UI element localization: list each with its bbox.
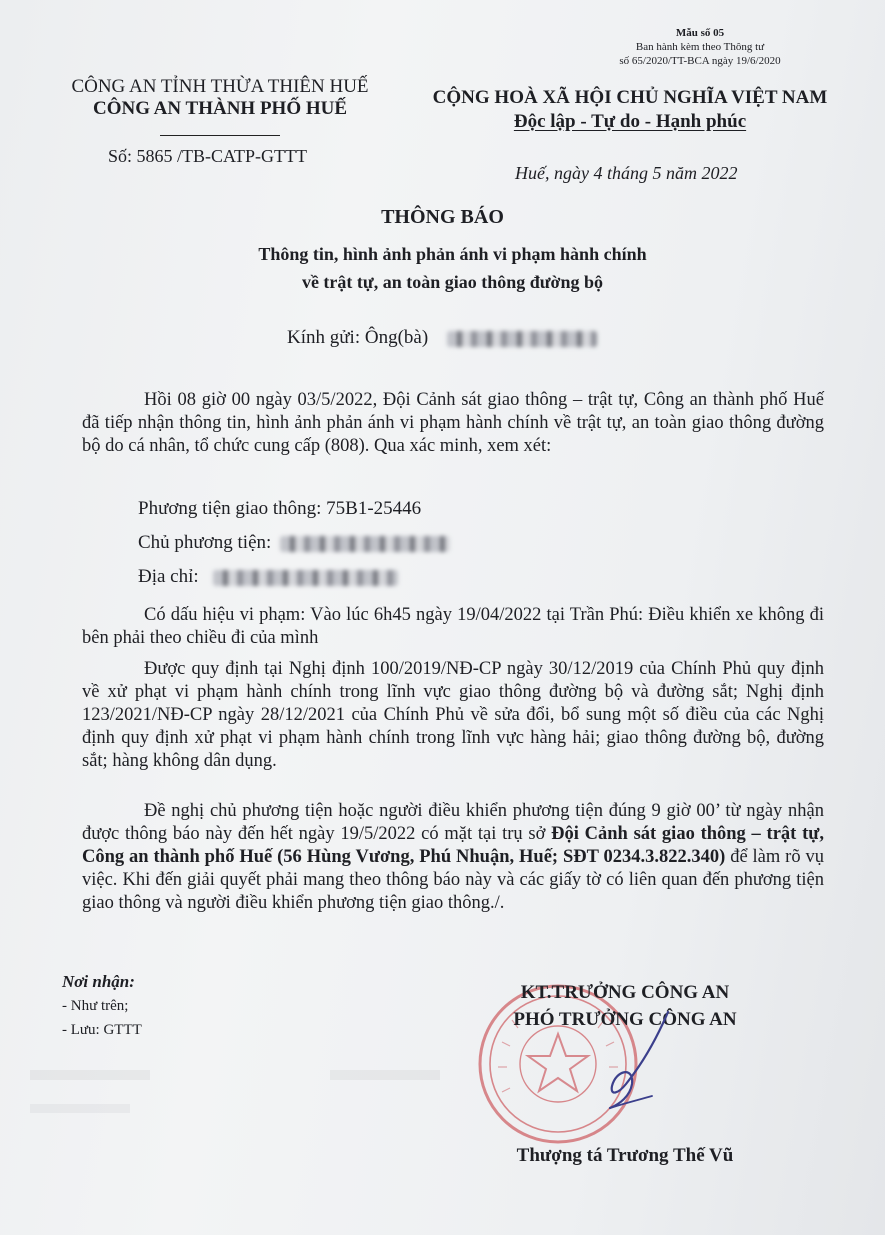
recipient-item-2: - Lưu: GTTT xyxy=(62,1022,142,1038)
recipient-item-1: - Như trên; xyxy=(62,998,129,1014)
document-subtitle-line2: về trật tự, an toàn giao thông đường bộ xyxy=(301,272,604,292)
redacted-address xyxy=(213,570,398,586)
vehicle-line: Phương tiện giao thông: 75B1-25446 xyxy=(138,498,422,519)
redacted-owner-name xyxy=(280,536,450,552)
form-number-line2: Ban hành kèm theo Thông tư xyxy=(635,41,765,53)
paragraph-intro: Hồi 08 giờ 00 ngày 03/5/2022, Đội Cảnh sát giao thông – trật tự, Công an thành phố Huế đã tiếp nhận thông tin, hình ảnh phản ánh vi phạm hành chính về trật tự, an toàn giao thông đường bộ do cá nhân, tổ chức cung cấp (808). Qua xác minh, xem xét: xyxy=(82,390,824,456)
address-label: Địa chỉ: xyxy=(138,566,199,587)
address-line xyxy=(138,566,398,588)
date-place: Huế, ngày 4 tháng 5 năm 2022 xyxy=(515,163,738,183)
paragraph-violation: Có dấu hiệu vi phạm: Vào lúc 6h45 ngày 19/04/2022 tại Trần Phú: Điều khiển xe không đi bên phải theo chiều đi của mình xyxy=(82,605,824,648)
request-office: Đội Cảnh sát giao thông – trật tự, Công an thành phố Huế (56 Hùng Vương, Phú Nhuận, Huế; SĐT 0234.3.822.340) xyxy=(82,824,824,867)
request-part1: Đề nghị chủ phương tiện hoặc người điều khiển phương tiện đúng 9 giờ 00’ từ ngày nhận được thông báo này đến hết ngày 19/5/2022 có mặt tại trụ sở xyxy=(82,801,824,844)
form-number-line3: số 65/2020/TT-BCA ngày 19/6/2020 xyxy=(619,55,781,67)
form-number-block xyxy=(600,26,800,68)
paragraph-regulation: Được quy định tại Nghị định 100/2019/NĐ-CP ngày 30/12/2019 của Chính Phủ quy định về xử phạt vi phạm hành chính trong lĩnh vực giao thông đường bộ và đường sắt; Nghị định 123/2021/NĐ-CP ngày 28/12/2021 của Chính Phủ về sửa đổi, bổ sung một số điều của các Nghị định quy định xử phạt vi phạm hành chính trong lĩnh vực hàng hải; giao thông đường bộ, đường sắt; hàng không dân dụng. xyxy=(82,659,824,771)
agency-header xyxy=(40,76,400,142)
bleed-through-1 xyxy=(30,1070,150,1080)
agency-name: CÔNG AN THÀNH PHỐ HUẾ xyxy=(92,98,348,119)
document-number: Số: 5865 /TB-CATP-GTTT xyxy=(108,146,308,166)
greeting xyxy=(287,327,597,349)
agency-underline xyxy=(160,135,280,136)
owner-line xyxy=(138,532,450,554)
form-number-label: Mẫu số 05 xyxy=(675,27,725,39)
document-title: THÔNG BÁO xyxy=(381,206,504,228)
nation-name: CỘNG HOÀ XÃ HỘI CHỦ NGHĨA VIỆT NAM xyxy=(432,87,828,108)
redacted-recipient-name xyxy=(447,331,597,347)
signature-icon xyxy=(560,1000,730,1140)
agency-parent: CÔNG AN TỈNH THỪA THIÊN HUẾ xyxy=(71,76,369,97)
recipients-title: Nơi nhận: xyxy=(62,972,135,991)
nation-header xyxy=(405,86,855,134)
request-part2: để làm rõ vụ việc. Khi đến giải quyết phải mang theo thông báo này và các giấy tờ có liên quan đến phương tiện giao thông và người điều khiển phương tiện giao thông./. xyxy=(82,847,824,913)
handwritten-signature xyxy=(560,1000,730,1140)
signature-title-1: KT.TRƯỞNG CÔNG AN xyxy=(520,982,730,1003)
greeting-label: Kính gửi: Ông(bà) xyxy=(287,327,429,348)
nation-motto: Độc lập - Tự do - Hạnh phúc xyxy=(513,111,747,132)
document-subtitle-line1: Thông tin, hình ảnh phản ánh vi phạm hành chính xyxy=(258,244,647,264)
bleed-through-3 xyxy=(30,1104,130,1113)
bleed-through-2 xyxy=(330,1070,440,1080)
owner-label: Chủ phương tiện: xyxy=(138,532,272,553)
signer-name: Thượng tá Trương Thế Vũ xyxy=(516,1145,734,1166)
signature-title-2: PHÓ TRƯỞNG CÔNG AN xyxy=(513,1009,737,1030)
paragraph-request xyxy=(82,800,824,915)
